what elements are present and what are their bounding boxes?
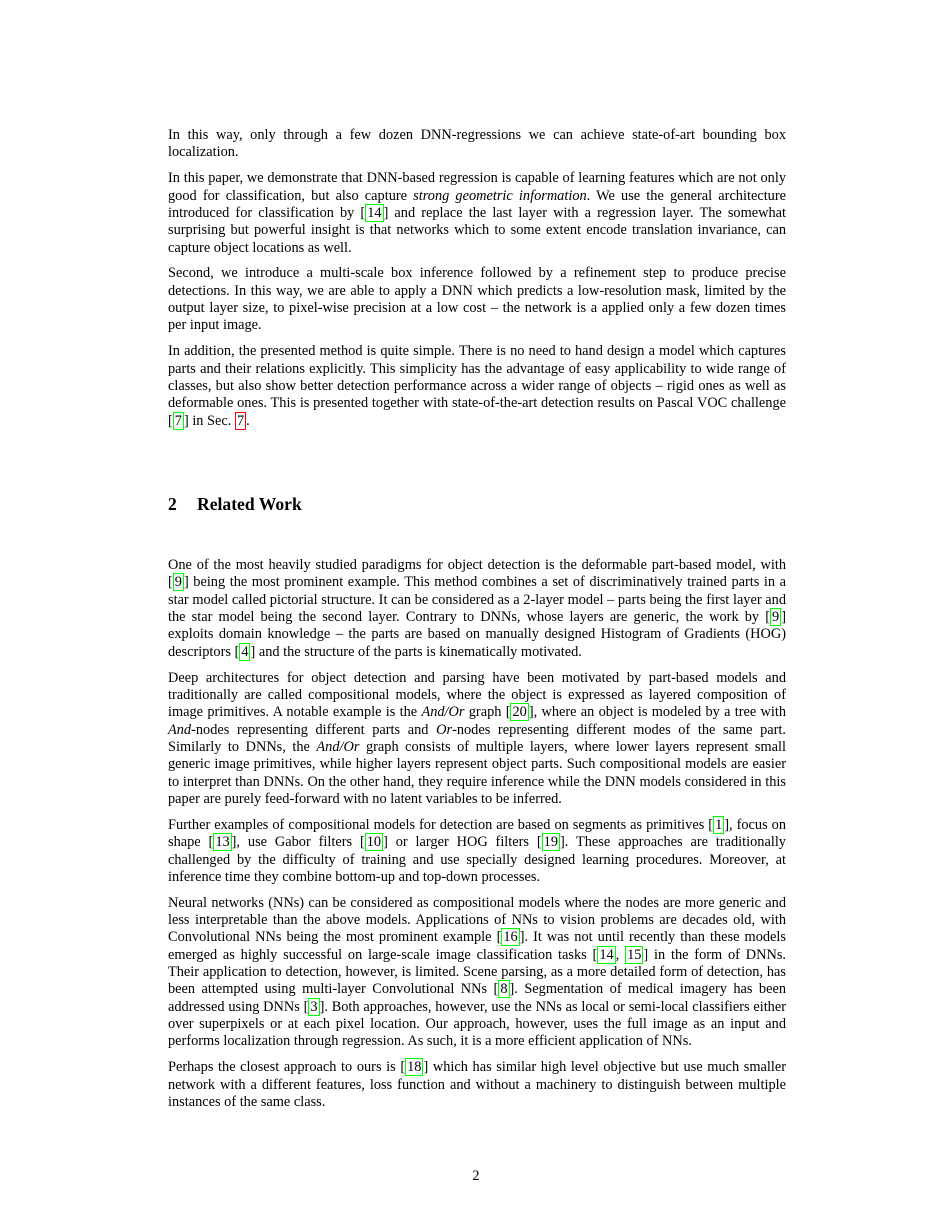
- text-segment: ] in the form of DNNs. Their application to detection, however, is limited. Scene parsing, as a more detailed form of detection, has been attempted using multi-layer Convolutional NNs [: [168, 946, 786, 998]
- paragraph: [168, 170, 786, 257]
- citation-link[interactable]: 3: [310, 998, 318, 1015]
- text-segment: Neural networks (NNs) can be considered as compositional models where the nodes are more generic and less interpretable than the above models. Applications of NNs to vision problems are decades old, with Convolutional NNs being the most prominent example [: [168, 894, 786, 946]
- text-segment: Or: [436, 721, 453, 738]
- citation-link[interactable]: 14: [599, 946, 614, 963]
- text-segment: Second, we introduce a multi-scale box inference followed by a refinement step to produce precise detections. In this way, we are able to apply a DNN which predicts a low-resolution mask, limited by the output layer size, to pixel-wise precision at a low cost – the network is a applied only a few dozen times per input image.: [168, 265, 786, 334]
- citation-link[interactable]: 14: [367, 204, 382, 221]
- text-segment: And: [168, 721, 192, 738]
- text-segment: ,: [615, 946, 626, 963]
- section-link[interactable]: 7: [236, 412, 245, 429]
- paragraph: [168, 895, 786, 1051]
- paragraph: [168, 557, 786, 661]
- text-segment: ], use Gabor filters [: [231, 834, 365, 851]
- citation-link[interactable]: 10: [366, 834, 382, 851]
- text-segment: ] and the structure of the parts is kinematically motivated.: [250, 643, 582, 660]
- text-segment: ], focus on shape [: [168, 816, 786, 851]
- citation-link[interactable]: 20: [512, 704, 527, 721]
- text-segment: And/Or: [421, 704, 465, 721]
- text-segment: .: [246, 412, 250, 429]
- text-segment: And/Or: [316, 738, 360, 755]
- citation-link[interactable]: 9: [174, 574, 182, 591]
- citation-link[interactable]: 4: [241, 643, 249, 660]
- text-segment: graph consists of multiple layers, where lower layers represent small generic image primitives, while higher layers represent object parts. Such compositional models are easier to interpret than DNNs. On the other hand, they require inference while the DNN models considered in this paper are purely feed-forward with no latent variables to be inferred.: [168, 738, 786, 807]
- paragraph: [168, 1059, 786, 1111]
- text-segment: -nodes representing different modes of the same part. Similarly to DNNs, the: [168, 721, 786, 755]
- text-segment: graph [: [464, 704, 511, 721]
- text-segment: ] exploits domain knowledge – the parts are based on manually designed Histogram of Gradients (HOG) descriptors [: [168, 609, 786, 660]
- text-segment: ]. Both approaches, however, use the NNs as local or semi-local classifiers either over superpixels or at each pixel location. Our approach, however, uses the full image as an input and performs localization through regression. As such, it is a more efficient application of NNs.: [168, 998, 786, 1050]
- paragraph: [168, 343, 786, 430]
- text-segment: Perhaps the closest approach to ours is [: [168, 1059, 406, 1076]
- paragraph: [168, 265, 786, 334]
- citation-link[interactable]: 13: [215, 834, 230, 851]
- citation-link[interactable]: 16: [503, 929, 518, 946]
- text-segment: ] being the most prominent example. This method combines a set of discriminatively trained parts in a star model called pictorial structure. It can be considered as a 2-layer model – parts being the first layer and the star model being the second layer. Contrary to DNNs, whose layers are generic, the work by [: [168, 574, 786, 626]
- section-heading: [168, 494, 786, 515]
- citation-link[interactable]: 18: [407, 1059, 422, 1076]
- text-segment: ] in Sec.: [183, 412, 235, 429]
- citation-link[interactable]: 19: [543, 834, 558, 851]
- text-segment: In addition, the presented method is quite simple. There is no need to hand design a model which captures parts and their relations explicitly. This simplicity has the advantage of easy applicability to wide range of classes, but also show better detection performance across a wider range of objects – rigid ones as well as deformable ones. This is presented together with state-of-the-art detection results on Pascal VOC challenge [: [168, 343, 786, 429]
- text-segment: ], where an object is modeled by a tree with: [528, 704, 786, 721]
- paragraph: [168, 127, 786, 162]
- citation-link[interactable]: 7: [174, 412, 182, 429]
- text-segment: ] or larger HOG filters [: [383, 834, 542, 851]
- text-segment: One of the most heavily studied paradigms for object detection is the deformable part-based model, with [: [168, 557, 786, 591]
- text-segment: ]. It was not until recently than these models emerged as highly successful on large-scale image classification tasks [: [168, 929, 786, 963]
- paragraph: [168, 817, 786, 886]
- citation-link[interactable]: 15: [627, 946, 642, 963]
- citation-link[interactable]: 8: [500, 981, 508, 998]
- section-title: Related Work: [197, 494, 302, 514]
- text-segment: Further examples of compositional models for detection are based on segments as primitives [: [168, 816, 714, 833]
- text-segment: ] which has similar high level objective but use much smaller network with a different features, loss function and without a machinery to distinguish between multiple instances of the same class.: [168, 1059, 786, 1110]
- text-segment: strong geometric information: [413, 187, 587, 204]
- citation-link[interactable]: 9: [772, 609, 780, 626]
- text-segment: In this paper, we demonstrate that DNN-based regression is capable of learning features which are not only good for classification, but also capture: [168, 170, 786, 204]
- paragraph: [168, 670, 786, 809]
- text-segment: . We use the general architecture introduced for classification by [: [168, 187, 786, 221]
- text-segment: ] and replace the last layer with a regression layer. The somewhat surprising but powerful insight is that networks which to some extent encode translation invariance, can capture object locations as well.: [168, 204, 786, 256]
- text-segment: Deep architectures for object detection and parsing have been motivated by part-based models and traditionally are called compositional models, where the object is expressed as layered composition of image primitives. A notable example is the: [168, 669, 786, 721]
- text-segment: -nodes representing different parts and: [191, 721, 437, 738]
- text-segment: ]. These approaches are traditionally challenged by the difficulty of training and use specially designed learning procedures. Moreover, at inference time they combine bottom-up and top-down processes.: [168, 834, 786, 885]
- text-segment: In this way, only through a few dozen DNN-regressions we can achieve state-of-art bounding box localization.: [168, 127, 786, 161]
- section-number: 2: [168, 494, 177, 514]
- page-number: 2: [472, 1168, 480, 1184]
- text-segment: ]. Segmentation of medical imagery has been addressed using DNNs [: [168, 981, 786, 1015]
- page-content: [168, 127, 786, 1120]
- citation-link[interactable]: 1: [715, 816, 723, 833]
